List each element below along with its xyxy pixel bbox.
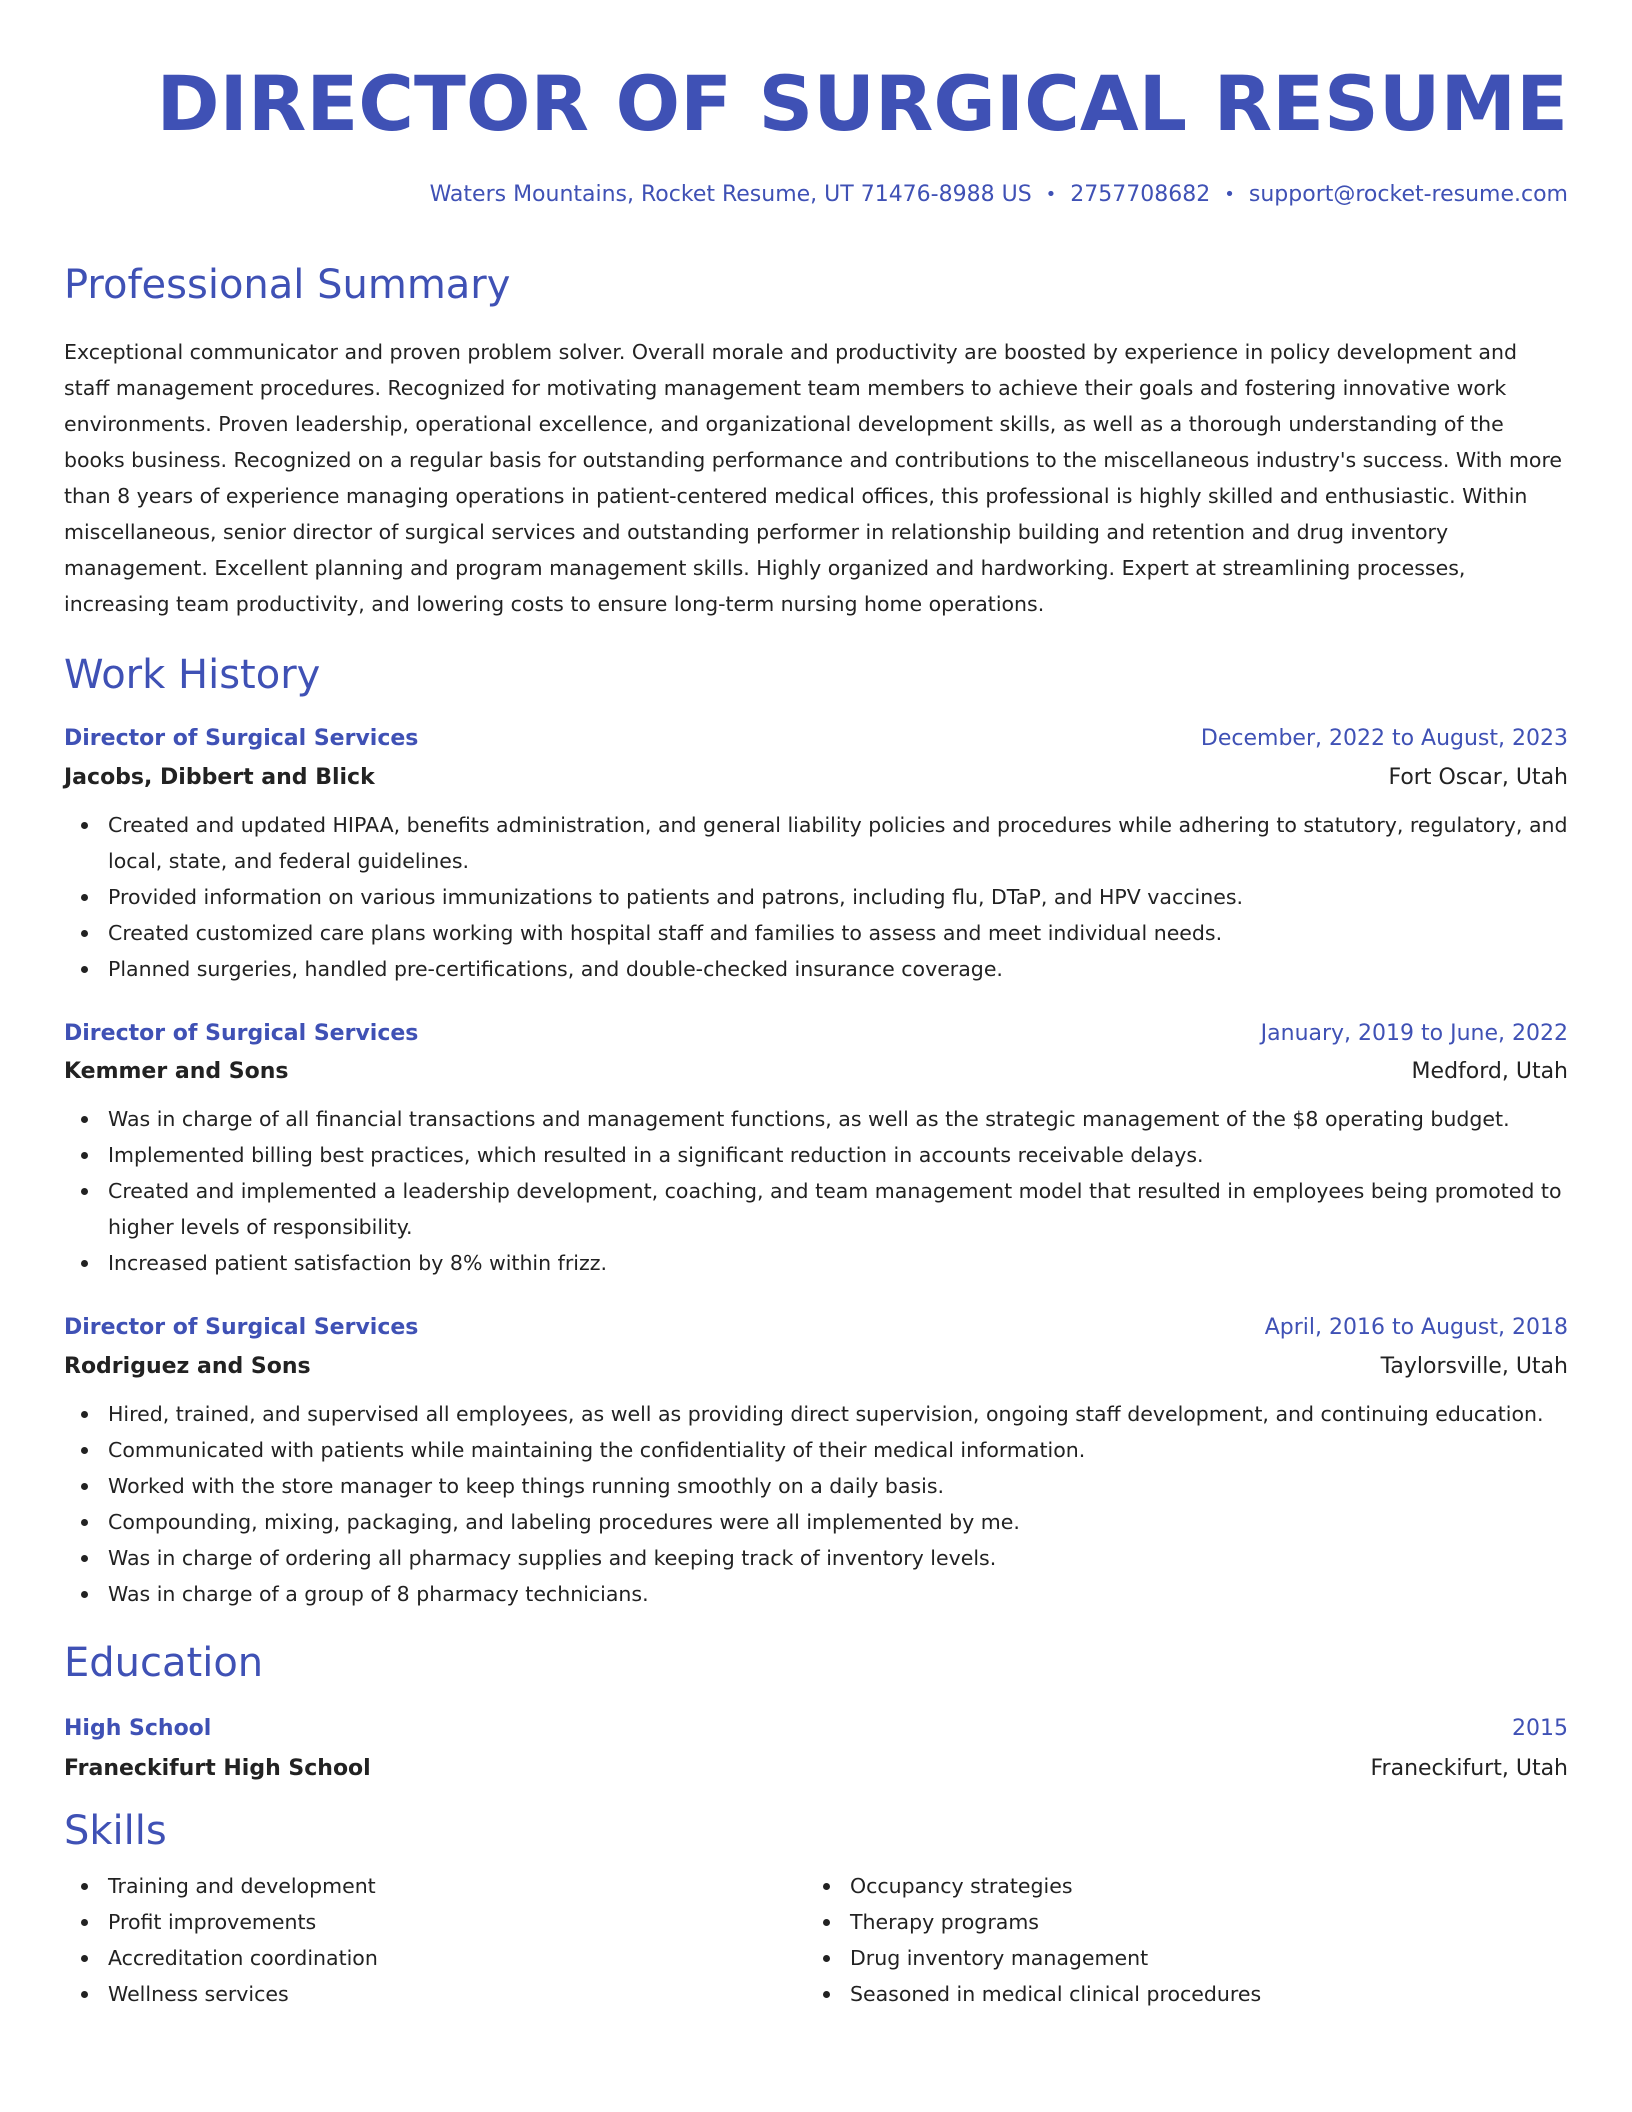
skills-list: [806, 1868, 1548, 2012]
work-history-heading: Work History: [64, 652, 321, 698]
job-bullet: Worked with the store manager to keep things running smoothly on a daily basis.: [108, 1468, 1568, 1504]
job-title: Director of Surgical Services: [64, 1021, 419, 1046]
education-location: Franeckifurt, Utah: [1370, 1756, 1568, 1781]
summary-heading: Professional Summary: [64, 262, 511, 308]
contact-separator: •: [1224, 184, 1235, 205]
skill-item: Seasoned in medical clinical procedures: [850, 1976, 1548, 2012]
job-employer: Kemmer and Sons: [64, 1059, 289, 1084]
job-bullets: [64, 1101, 1568, 1281]
skill-item: Drug inventory management: [850, 1940, 1548, 1976]
skill-item: Occupancy strategies: [850, 1868, 1548, 1904]
job-bullet: Implemented billing best practices, which resulted in a significant reduction in accounts receivable delays.: [108, 1137, 1568, 1173]
job-title: Director of Surgical Services: [64, 726, 419, 751]
job-bullet: Created customized care plans working with hospital staff and families to assess and meet individual needs.: [108, 915, 1568, 951]
skills-column-left: [64, 1868, 806, 2012]
job-location: Taylorsville, Utah: [1380, 1354, 1568, 1379]
job-dates: April, 2016 to August, 2018: [1264, 1315, 1568, 1340]
job-bullet: Was in charge of all financial transactions and management functions, as well as the strategic management of the $8 operating budget.: [108, 1101, 1568, 1137]
education-entry: [64, 1714, 1568, 1784]
job-location: Medford, Utah: [1411, 1059, 1568, 1084]
contact-address: Waters Mountains, Rocket Resume, UT 71476-8988 US: [429, 182, 1032, 207]
job-header-row: [64, 1313, 1568, 1343]
job-bullet: Created and updated HIPAA, benefits administration, and general liability policies and procedures while adhering to statutory, regulatory, and local, state, and federal guidelines.: [108, 807, 1568, 879]
contact-line: [64, 180, 1568, 210]
job-header-row: [64, 724, 1568, 754]
education-header-row: [64, 1714, 1568, 1744]
contact-phone: 2757708682: [1070, 182, 1211, 207]
skill-item: Training and development: [108, 1868, 806, 1904]
job-entry: [64, 1019, 1568, 1281]
job-employer-row: [64, 1057, 1568, 1087]
job-bullet: Hired, trained, and supervised all employees, as well as providing direct supervision, ongoing staff development, and continuing education.: [108, 1396, 1568, 1432]
job-dates: January, 2019 to June, 2022: [1260, 1021, 1568, 1046]
job-bullet: Increased patient satisfaction by 8% within frizz.: [108, 1245, 1568, 1281]
skills-grid: [64, 1868, 1568, 2012]
skill-item: Profit improvements: [108, 1904, 806, 1940]
resume-title: DIRECTOR OF SURGICAL RESUME: [156, 59, 1568, 148]
job-title: Director of Surgical Services: [64, 1315, 419, 1340]
job-bullet: Was in charge of ordering all pharmacy supplies and keeping track of inventory levels.: [108, 1540, 1568, 1576]
job-bullet: Provided information on various immunizations to patients and patrons, including flu, DTaP, and HPV vaccines.: [108, 879, 1568, 915]
job-employer-row: [64, 763, 1568, 793]
job-employer: Rodriguez and Sons: [64, 1354, 311, 1379]
contact-separator: •: [1045, 184, 1057, 205]
job-bullet: Compounding, mixing, packaging, and labeling procedures were all implemented by me.: [108, 1504, 1568, 1540]
education-year: 2015: [1512, 1716, 1568, 1741]
job-location: Fort Oscar, Utah: [1388, 765, 1568, 790]
skills-list: [64, 1868, 806, 2012]
education-school: Franeckifurt High School: [64, 1756, 371, 1781]
education-school-row: [64, 1754, 1568, 1784]
summary-text: Exceptional communicator and proven problem solver. Overall morale and productivity are boosted by experience in policy development and staff management procedures. Recognized for motivating management team members to achieve their goals and fostering innovative work environments. Proven leadership, operational excellence, and organizational development skills, as well as a thorough understanding of the books business. Recognized on a regular basis for outstanding performance and contributions to the miscellaneous industry's success. With more than 8 years of experience managing operations in patient-centered medical offices, this professional is highly skilled and enthusiastic. Within miscellaneous, senior director of surgical services and outstanding performer in relationship building and retention and drug inventory management. Excellent planning and program management skills. Highly organized and hardworking. Expert at streamlining processes, increasing team productivity, and lowering costs to ensure long-term nursing home operations.: [64, 340, 1563, 616]
skill-item: Wellness services: [108, 1976, 806, 2012]
job-employer-row: [64, 1352, 1568, 1382]
job-bullet: Was in charge of a group of 8 pharmacy technicians.: [108, 1576, 1568, 1612]
job-entry: [64, 1313, 1568, 1612]
job-bullet: Created and implemented a leadership development, coaching, and team management model that resulted in employees being promoted to higher levels of responsibility.: [108, 1173, 1568, 1245]
job-employer: Jacobs, Dibbert and Blick: [64, 765, 375, 790]
skills-heading: Skills: [64, 1808, 167, 1854]
skill-item: Accreditation coordination: [108, 1940, 806, 1976]
job-bullet: Planned surgeries, handled pre-certifications, and double-checked insurance coverage.: [108, 951, 1568, 987]
education-degree: High School: [64, 1716, 212, 1741]
job-bullets: [64, 1396, 1568, 1612]
job-bullets: [64, 807, 1568, 987]
resume-page: [64, 0, 1568, 2012]
contact-email: support@rocket-resume.com: [1248, 182, 1568, 207]
skills-column-right: [806, 1868, 1548, 2012]
job-header-row: [64, 1019, 1568, 1049]
education-heading: Education: [64, 1640, 264, 1686]
skill-item: Therapy programs: [850, 1904, 1548, 1940]
job-entry: [64, 724, 1568, 987]
job-dates: December, 2022 to August, 2023: [1200, 726, 1568, 751]
job-bullet: Communicated with patients while maintaining the confidentiality of their medical information.: [108, 1432, 1568, 1468]
